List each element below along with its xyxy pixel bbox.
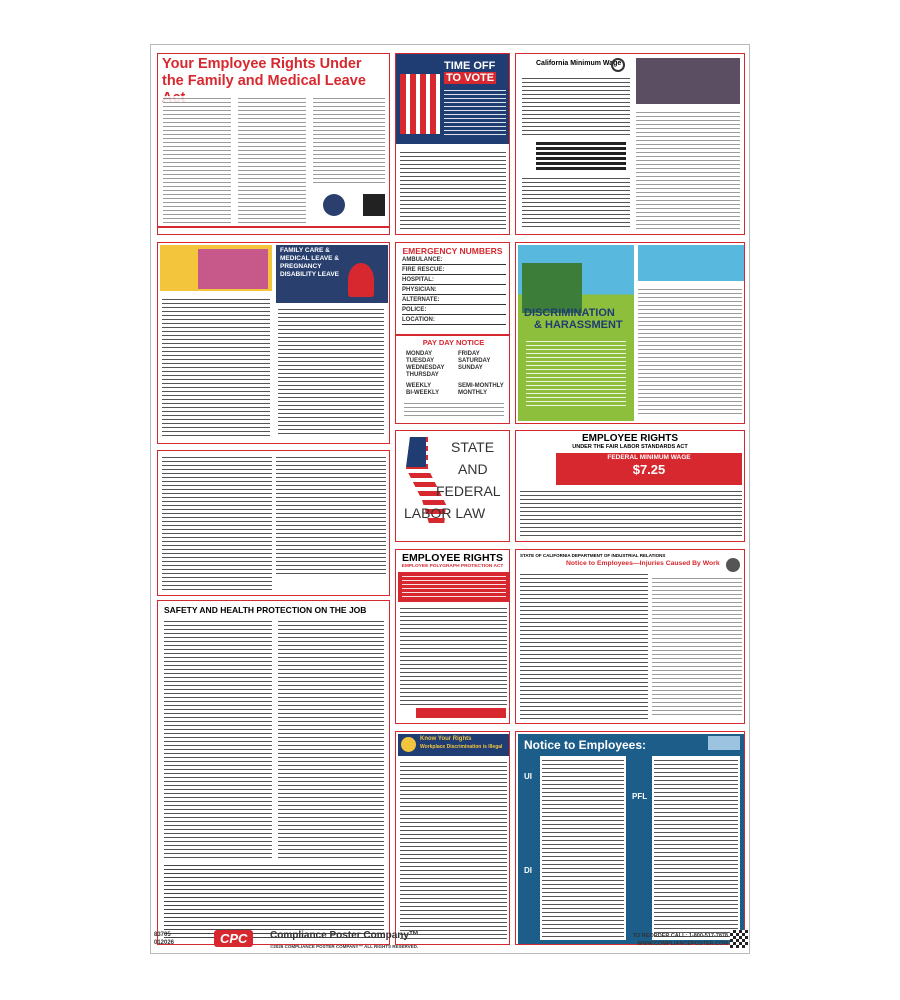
state-line: STATE: [451, 439, 495, 455]
and-line: AND: [458, 461, 488, 477]
tree-icon: [348, 263, 374, 297]
fire-label: FIRE RESCUE:: [402, 267, 506, 275]
payday-monday: MONDAY: [406, 351, 433, 357]
discrimination-panel: [515, 242, 745, 424]
cpc-logo: CPC: [214, 930, 253, 947]
polygraph-panel: [395, 549, 510, 724]
payday-semimonthly: SEMI-MONTHLY: [458, 383, 504, 389]
poster-code-1: 83705: [154, 932, 171, 938]
payday-weekly: WEEKLY: [406, 383, 432, 389]
osha-title: SAFETY AND HEALTH PROTECTION ON THE JOB: [164, 605, 367, 615]
vote-title-2: TO VOTE: [446, 72, 495, 84]
labor-law-poster: [150, 44, 750, 954]
injuries-header: STATE OF CALIFORNIA DEPARTMENT OF INDUSTRIAL RELATIONS: [520, 553, 666, 558]
police-label: POLICE:: [402, 307, 506, 315]
ui-label: UI: [524, 772, 532, 781]
payday-biweekly: BI-WEEKLY: [406, 390, 440, 396]
payday-wednesday: WEDNESDAY: [406, 365, 445, 371]
pfl-label: PFL: [632, 792, 648, 801]
fmla-title: Your Employee Rights Under the Family and Medical Leave: [162, 56, 366, 89]
woman-photo-icon: [198, 249, 268, 289]
discrimination-title-2: & HARASSMENT: [534, 319, 623, 331]
family-care-panel: [157, 242, 390, 444]
discrimination-title-1: DISCRIMINATION: [524, 307, 615, 319]
flsa-subtitle: UNDER THE FAIR LABOR STANDARDS ACT: [572, 444, 688, 450]
know-rights-title-2: Workplace Discrimination is Illegal: [420, 744, 503, 750]
notice-employees-title: Notice to Employees:: [524, 738, 647, 752]
payday-saturday: SATURDAY: [458, 358, 491, 364]
reorder-phone: TO REORDER CALL: 1-800-517-7878: [632, 933, 728, 939]
know-rights-panel: [395, 731, 510, 945]
ballot-box-icon: [400, 64, 440, 134]
payday-monthly: MONTHLY: [458, 390, 488, 396]
injuries-title: Notice to Employees—Injuries Caused By Work: [566, 560, 720, 567]
company-copyright: ©2026 COMPLIANCE POSTER COMPANY™ ALL RIGHTS RESERVED.: [270, 944, 419, 949]
dol-seal-icon: [323, 194, 345, 216]
injuries-panel: [515, 549, 745, 724]
emergency-title: EMERGENCY NUMBERS: [402, 246, 503, 256]
flsa-panel: [515, 430, 745, 542]
qr-code-icon: [730, 930, 748, 948]
leave-text-panel: [157, 450, 390, 596]
flsa-title: EMPLOYEE RIGHTS: [581, 433, 679, 444]
ambulance-label: AMBULANCE:: [402, 257, 506, 265]
physician-label: PHYSICIAN:: [402, 287, 506, 295]
federal-line: FEDERAL: [436, 483, 501, 499]
qr-code-icon: [363, 194, 385, 216]
poster-code-2: 012026: [154, 940, 175, 946]
flsa-wage: $7.25: [632, 462, 666, 477]
di-label: DI: [524, 866, 532, 875]
edd-logo-icon: [708, 736, 740, 750]
fmla-panel: [157, 53, 390, 235]
vote-title-1: TIME OFF: [444, 60, 496, 72]
state-federal-panel: [395, 430, 510, 542]
family-care-title: FAMILY CARE & MEDICAL LEAVE & PREGNANCY DISABILITY LEAVE: [280, 247, 339, 278]
payday-sunday: SUNDAY: [458, 365, 483, 371]
seal-icon: [401, 737, 416, 752]
poster-footer: [150, 930, 750, 960]
hospital-label: HOSPITAL:: [402, 277, 506, 285]
payday-tuesday: TUESDAY: [406, 358, 435, 364]
flsa-band: FEDERAL MINIMUM WAGE: [607, 454, 691, 461]
polygraph-subtitle: EMPLOYEE POLYGRAPH PROTECTION ACT: [401, 564, 504, 569]
company-name: Compliance Poster Company™: [270, 930, 419, 941]
emergency-panel: [395, 242, 510, 424]
alternate-label: ALTERNATE:: [402, 297, 506, 305]
payday-title: PAY DAY NOTICE: [422, 338, 485, 347]
labor-law-line: LABOR LAW: [404, 505, 486, 521]
payday-friday: FRIDAY: [458, 351, 480, 357]
vote-panel: [395, 53, 510, 235]
know-rights-title-1: Know Your Rights: [420, 736, 472, 742]
minwage-panel: [515, 53, 745, 235]
minwage-title: California Minimum Wage: [536, 60, 622, 67]
state-seal-icon: [726, 558, 740, 572]
payday-thursday: THURSDAY: [406, 372, 439, 378]
state-seal-icon: [611, 58, 625, 72]
notice-employees-panel: [515, 731, 745, 945]
reorder-website: WWW.COMPLIANCEPOSTER.COM: [637, 941, 728, 947]
osha-panel: [157, 600, 390, 945]
polygraph-title: EMPLOYEE RIGHTS: [402, 552, 503, 564]
location-label: LOCATION:: [402, 317, 506, 325]
